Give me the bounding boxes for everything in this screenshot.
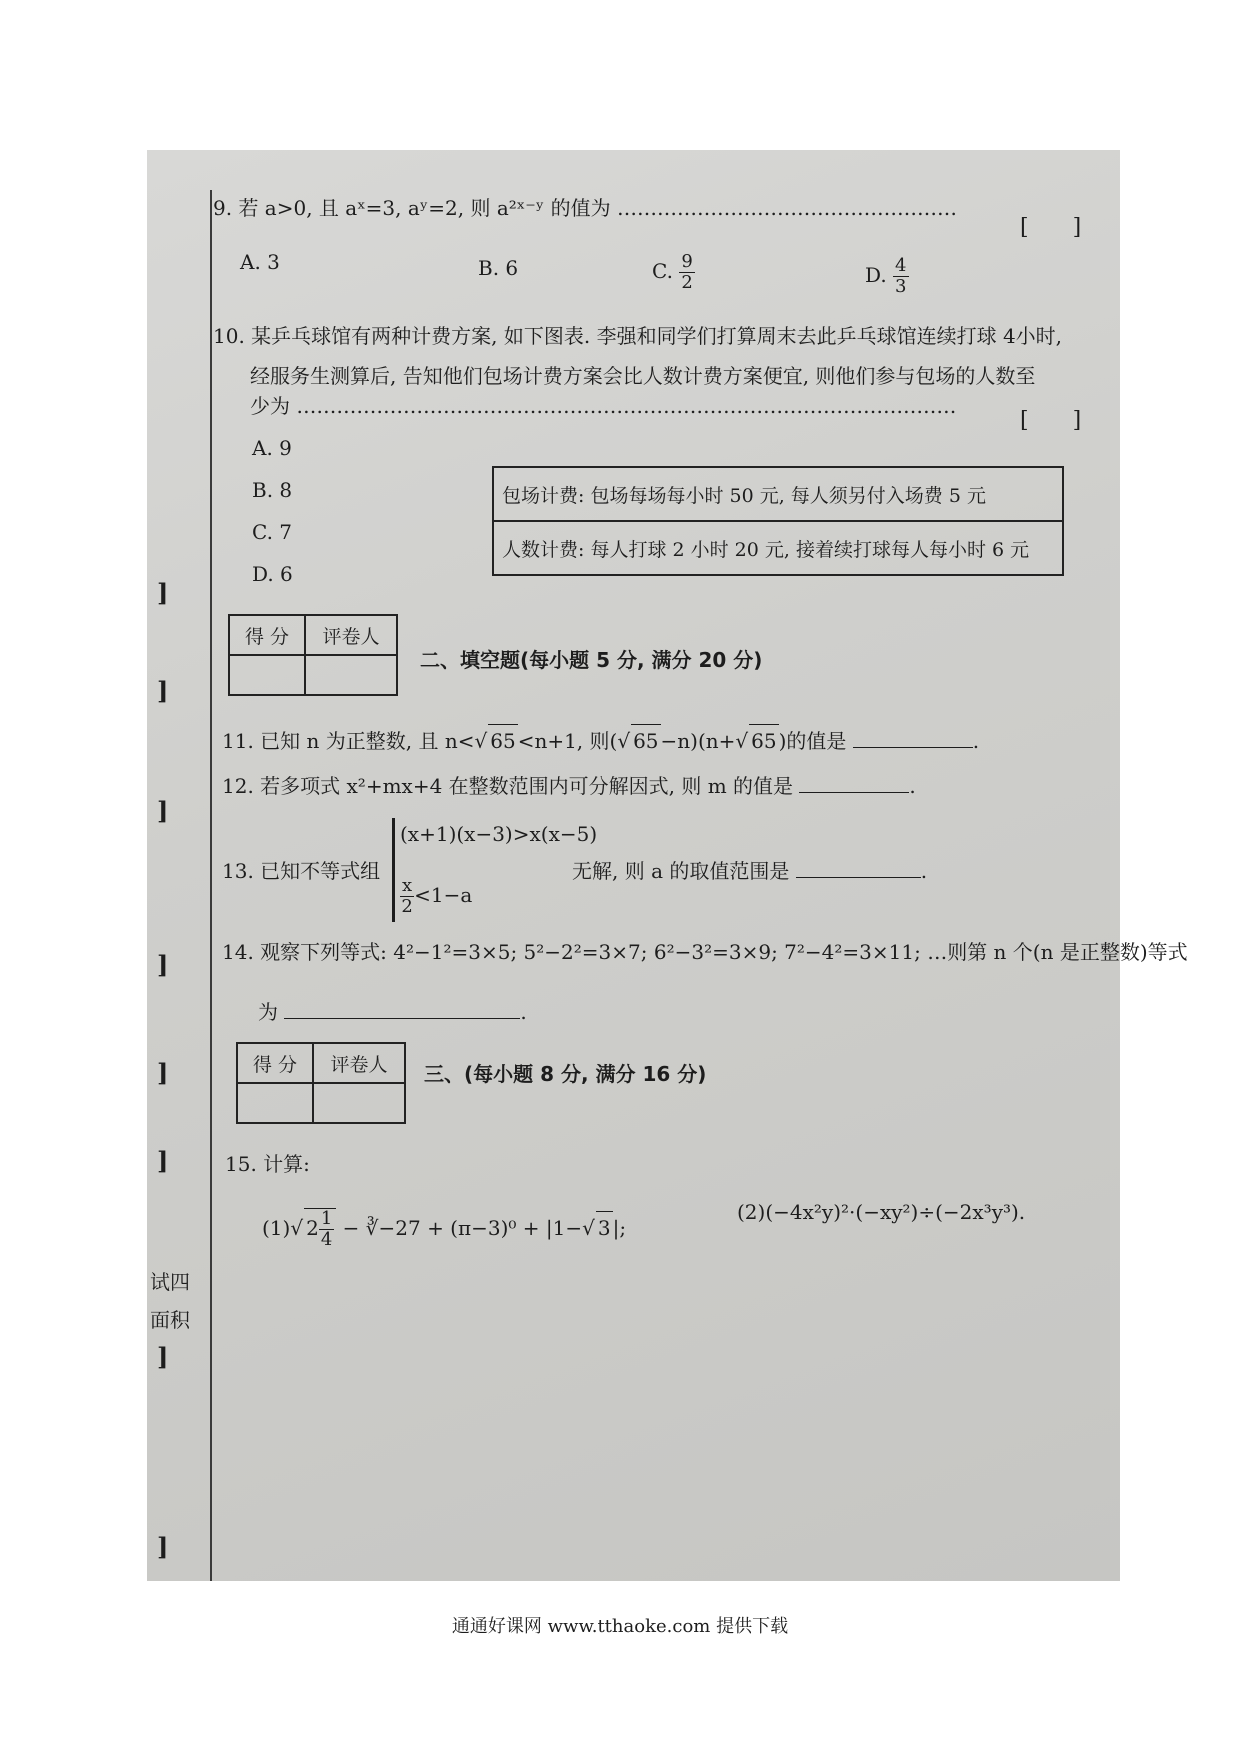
question-14-line2: 为 . — [258, 1000, 527, 1024]
margin-bracket: ] — [157, 1532, 169, 1561]
grader-cell[interactable] — [313, 1083, 405, 1123]
question-10-line3: 少为 ……………………………………………………………………………………… — [250, 394, 957, 418]
question-10-line1: 10. 某乒乓球馆有两种计费方案, 如下图表. 李强和同学们打算周末去此乒乓球馆连续打球 4小时, — [213, 324, 1063, 348]
margin-side-text: 试四 — [150, 1270, 190, 1294]
score-label: 得 分 — [229, 615, 305, 655]
q11-suffix: )的值是 — [778, 729, 847, 753]
q10-option-a: A. 9 — [252, 436, 292, 460]
denominator: 2 — [681, 271, 693, 293]
margin-bracket: ] — [157, 1342, 169, 1371]
margin-bracket: ] — [157, 1146, 169, 1175]
numerator: 9 — [681, 251, 693, 272]
fraction — [400, 876, 414, 917]
q15-part1-end: |; — [612, 1215, 627, 1240]
fee-venue-text: 包场计费: 包场每场每小时 50 元, 每人须另付入场费 5 元 — [493, 467, 1063, 521]
margin-side-text: 面积 — [150, 1308, 190, 1332]
grader-cell[interactable] — [305, 655, 397, 695]
q9-option-c-label: C. — [652, 258, 673, 283]
q12-text: 12. 若多项式 x²+mx+4 在整数范围内可分解因式, 则 m 的值是 — [222, 774, 794, 798]
numerator: x — [402, 875, 413, 896]
numerator: 1 — [320, 1208, 333, 1229]
denominator: 4 — [320, 1228, 333, 1250]
fraction — [679, 252, 694, 293]
q10-option-d: D. 6 — [252, 562, 293, 586]
score-box — [236, 1042, 406, 1124]
fraction — [893, 256, 908, 297]
sqrt-radicand: 65 — [749, 724, 778, 757]
margin-bracket: ] — [157, 1058, 169, 1087]
question-14-line1: 14. 观察下列等式: 4²−1²=3×5; 5²−2²=3×7; 6²−3²=3×9; 7²−4²=3×11; …则第 n 个(n 是正整数)等式 — [222, 940, 1188, 964]
q15-part1-rest: − ∛−27 + (π−3)⁰ + |1− — [336, 1215, 583, 1240]
sqrt-radicand: 3 — [596, 1211, 613, 1244]
question-11: 11. 已知 n 为正整数, 且 n<√ 65 <n+1, 则(√ 65 −n)(n+√ 65 )的值是 . — [222, 724, 979, 757]
inequality-system-brace — [392, 818, 395, 922]
question-13-prefix: 13. 已知不等式组 — [222, 859, 381, 883]
q14-line2: 为 — [258, 1000, 278, 1024]
q9-option-c — [652, 252, 695, 293]
q10-option-c: C. 7 — [252, 520, 293, 544]
answer-bracket-9: [ ] — [1020, 215, 1082, 240]
score-cell[interactable] — [237, 1083, 313, 1123]
question-9: 9. 若 a>0, 且 aˣ=3, aʸ=2, 则 a²ˣ⁻ʸ 的值为 …………………………………………… — [213, 196, 957, 220]
q13-suffix: 无解, 则 a 的取值范围是 — [572, 859, 790, 883]
question-12: 12. 若多项式 x²+mx+4 在整数范围内可分解因式, 则 m 的值是 . — [222, 774, 916, 798]
section-3-title: 三、(每小题 8 分, 满分 16 分) — [424, 1062, 707, 1086]
margin-bracket: ] — [157, 676, 169, 705]
q13-inequality-1: (x+1)(x−3)>x(x−5) — [400, 822, 598, 846]
fee-row-per-person — [493, 521, 1063, 575]
sqrt-radicand: 65 — [631, 724, 660, 757]
margin-bracket: ] — [157, 796, 169, 825]
fee-per-person-text: 人数计费: 每人打球 2 小时 20 元, 接着续打球每人每小时 6 元 — [493, 521, 1063, 575]
q10-option-b: B. 8 — [252, 478, 293, 502]
sqrt-mixed-number — [304, 1208, 336, 1250]
q9-option-d-label: D. — [865, 262, 887, 287]
numerator: 4 — [895, 255, 907, 276]
whole-part: 2 — [306, 1215, 319, 1240]
score-label: 得 分 — [237, 1043, 313, 1083]
q15-part-1: (1)√ 2 $\frac{1}{4}$ − ∛−27 + (π−3)⁰ + |1−√ 3 |; — [262, 1208, 627, 1250]
answer-blank-12[interactable] — [799, 792, 909, 793]
q15-part-2: (2)(−4x²y)²·(−xy²)÷(−2x³y³). — [737, 1200, 1026, 1224]
q9-option-b: B. 6 — [478, 256, 519, 280]
denominator: 3 — [895, 275, 907, 297]
section-2-title: 二、填空题(每小题 5 分, 满分 20 分) — [420, 648, 763, 672]
q15-part1-label: (1) — [262, 1215, 291, 1240]
margin-bracket: ] — [157, 578, 169, 607]
question-13-suffix: 无解, 则 a 的取值范围是 . — [572, 859, 928, 883]
score-cell[interactable] — [229, 655, 305, 695]
answer-blank-11[interactable] — [853, 747, 973, 748]
grader-label: 评卷人 — [305, 615, 397, 655]
score-box — [228, 614, 398, 696]
fraction — [319, 1209, 334, 1250]
fee-table — [492, 466, 1064, 576]
question-10-line2: 经服务生测算后, 告知他们包场计费方案会比人数计费方案便宜, 则他们参与包场的人数至 — [250, 364, 1036, 388]
q11-middle: <n+1, 则( — [517, 729, 618, 753]
grader-label: 评卷人 — [313, 1043, 405, 1083]
margin-bracket: ] — [157, 950, 169, 979]
fee-row-venue — [493, 467, 1063, 521]
answer-bracket-10: [ ] — [1020, 408, 1082, 433]
answer-blank-13[interactable] — [796, 877, 921, 878]
denominator: 2 — [401, 895, 413, 917]
answer-blank-14[interactable] — [284, 1018, 520, 1019]
q9-option-d — [865, 256, 909, 297]
q9-option-a: A. 3 — [240, 250, 280, 274]
q11-middle2: −n)(n+ — [660, 729, 736, 753]
q11-prefix: 11. 已知 n 为正整数, 且 n< — [222, 729, 475, 753]
q13-inequality-2 — [400, 876, 472, 917]
q13-inequality-2-rest: <1−a — [414, 882, 473, 907]
sqrt-radicand: 65 — [488, 724, 517, 757]
binding-line — [210, 190, 212, 1581]
footer-credit: 通通好课网 www.tthaoke.com 提供下载 — [451, 1616, 789, 1637]
question-15-title: 15. 计算: — [225, 1152, 310, 1176]
